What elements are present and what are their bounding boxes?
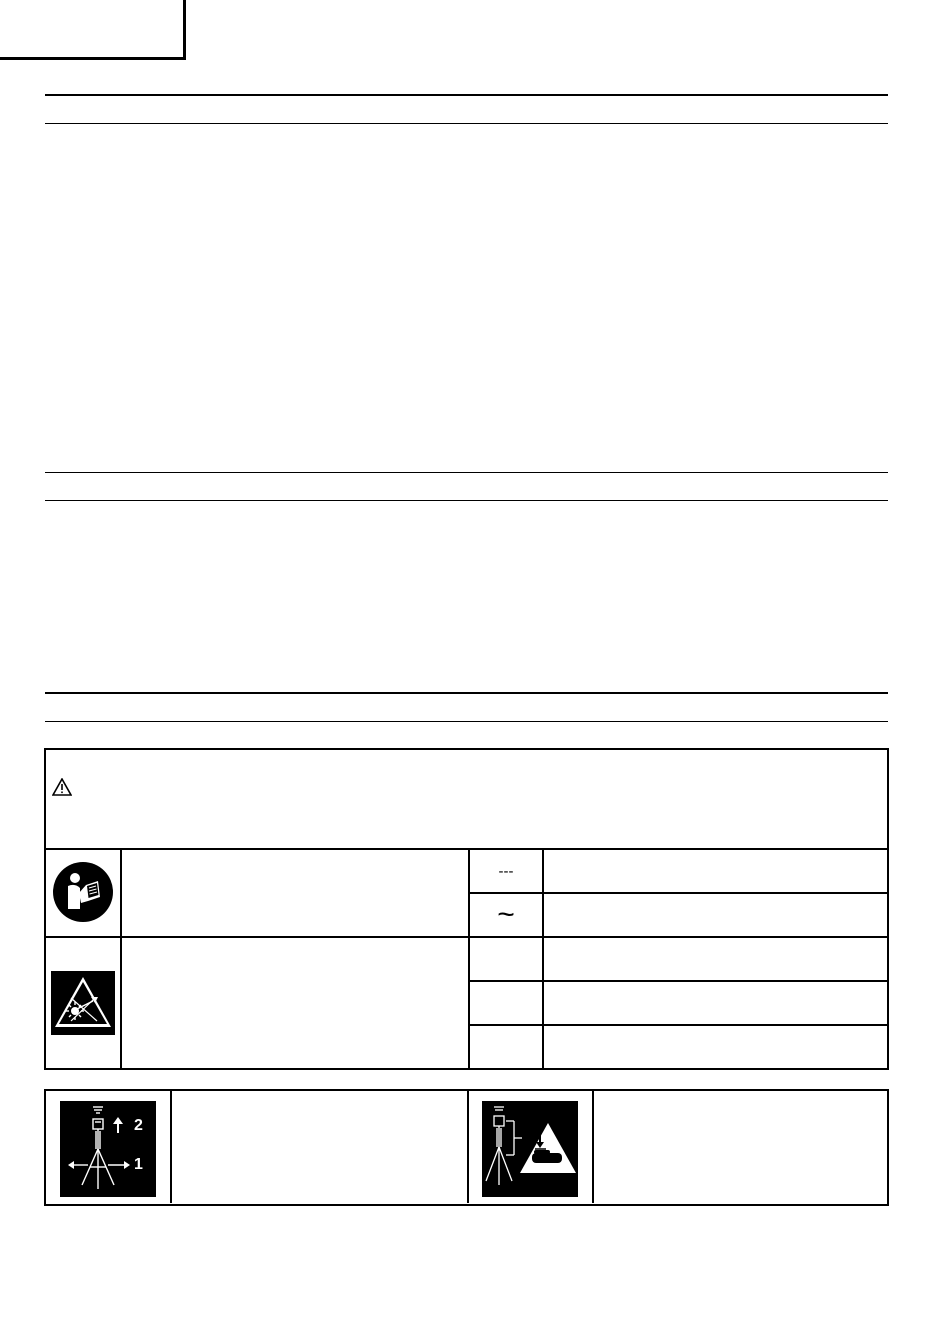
grid-line: [170, 1091, 172, 1203]
grid-line: [46, 936, 887, 938]
section-rule: [45, 123, 888, 124]
step-1-label: 1: [134, 1156, 143, 1173]
pinch-hazard-icon: [482, 1101, 578, 1197]
read-manual-icon: [52, 861, 114, 923]
grid-line: [120, 848, 122, 1070]
manual-icon-cell: [46, 848, 120, 936]
step-2-label: 2: [134, 1117, 143, 1134]
section-rule: [45, 721, 888, 722]
grid-line: [46, 848, 887, 850]
section-rule: [45, 500, 888, 501]
grid-line: [468, 1024, 887, 1026]
section-rule: [45, 692, 888, 694]
grid-line: [542, 848, 544, 1070]
symbols-panel: [44, 748, 889, 1070]
tripod-extend-icon: [60, 1101, 156, 1197]
tripod-panel: [44, 1089, 889, 1206]
grid-line: [468, 980, 887, 982]
dc-symbol: ---: [498, 862, 514, 880]
warning-triangle-icon: [52, 778, 72, 796]
grid-line: [592, 1091, 594, 1203]
grid-line: [467, 1091, 469, 1203]
header-tab: [0, 0, 186, 60]
ac-symbol: ~: [497, 898, 515, 931]
laser-icon-cell: [46, 936, 120, 1070]
laser-warning-icon: [51, 971, 115, 1035]
section-rule: [45, 94, 888, 96]
section-rule: [45, 472, 888, 473]
